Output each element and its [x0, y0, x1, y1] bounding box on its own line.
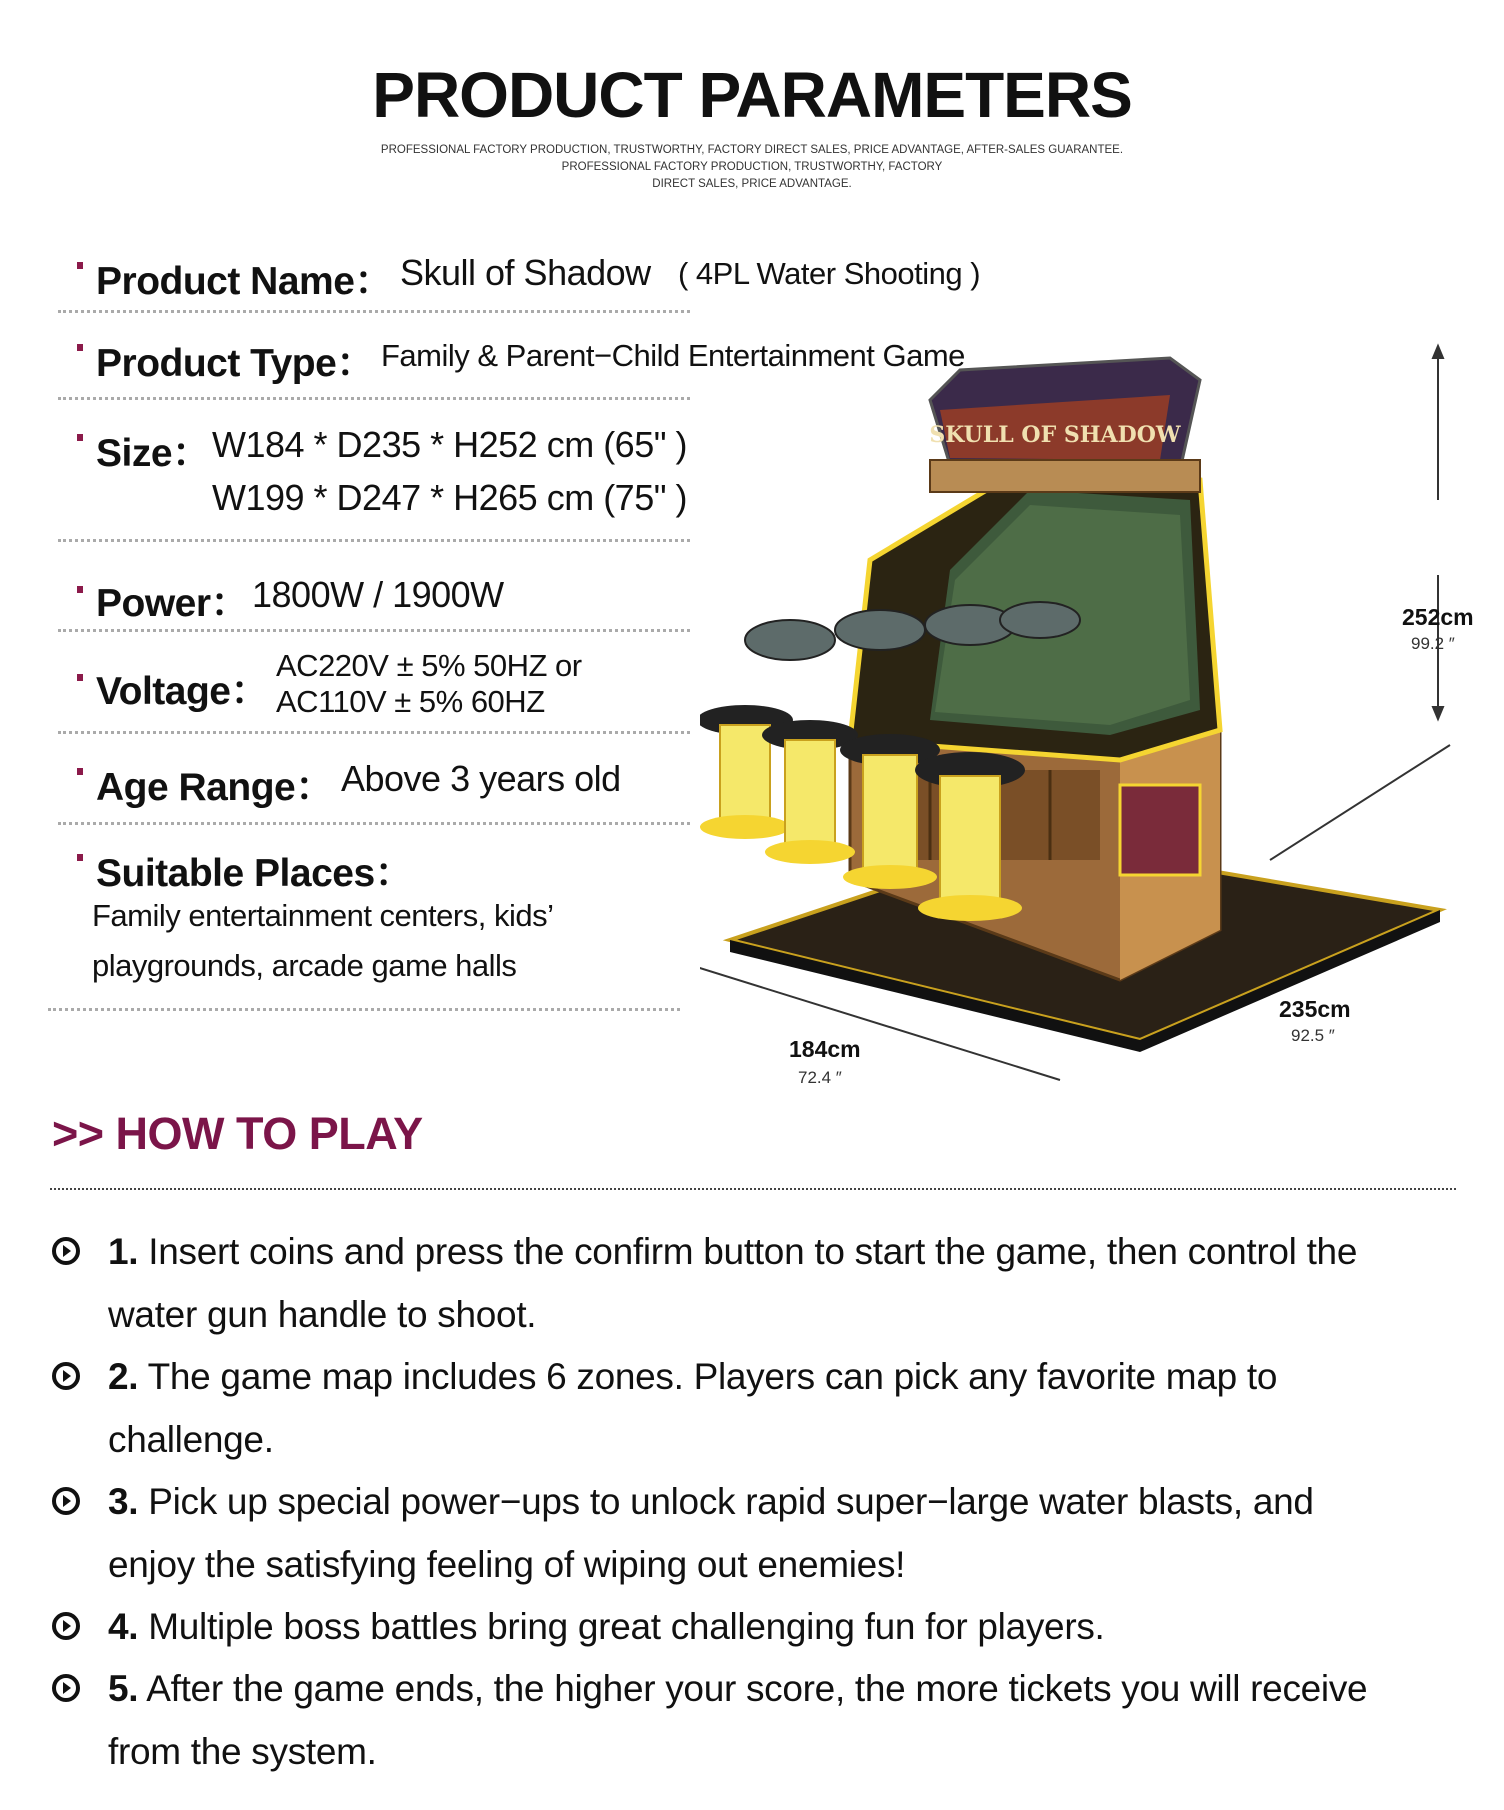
step-number: 2. — [108, 1356, 139, 1397]
width-in-label: 72.4 ″ — [798, 1068, 842, 1087]
suitable-places-label: Suitable Places： — [96, 852, 414, 895]
step-2 — [108, 1345, 1448, 1471]
step-number: 5. — [108, 1668, 139, 1709]
product-type-label: Product Type： — [96, 342, 375, 385]
voltage-value-220: AC220V ± 5% 50HZ or — [276, 648, 582, 683]
bullet-icon — [77, 262, 83, 269]
page-title: PRODUCT PARAMETERS — [372, 59, 1132, 131]
step-4 — [108, 1595, 1448, 1658]
step-text-cont: water gun handle to shoot. — [108, 1294, 537, 1335]
divider — [58, 539, 690, 542]
step-number: 3. — [108, 1481, 139, 1522]
product-name-value: Skull of Shadow — [400, 252, 651, 293]
bullet-icon — [77, 586, 83, 593]
voltage-label: Voltage： — [96, 670, 269, 713]
divider — [58, 731, 690, 734]
marquee-text: SKULL OF SHADOW — [929, 422, 1181, 448]
age-range-label: Age Range： — [96, 766, 334, 809]
step-text: After the game ends, the higher your score, the more tickets you will receive — [146, 1668, 1368, 1709]
divider — [48, 1008, 680, 1011]
bullet-icon — [77, 344, 83, 351]
depth-cm-label: 235cm — [1279, 996, 1351, 1022]
width-cm-label: 184cm — [789, 1036, 861, 1062]
divider — [58, 310, 690, 313]
height-in-label: 99.2 ″ — [1411, 634, 1455, 653]
step-number: 4. — [108, 1606, 139, 1647]
bullet-icon — [77, 674, 83, 681]
size-label: Size： — [96, 432, 211, 475]
size-value-75: W199 * D247 * H265 cm (75" ) — [212, 477, 687, 518]
bullet-icon — [77, 768, 83, 775]
product-name-extra: ( 4PL Water Shooting ) — [678, 256, 981, 291]
subtitle-line: PROFESSIONAL FACTORY PRODUCTION, TRUSTWORTHY, FACTORY — [561, 161, 943, 173]
size-value-65: W184 * D235 * H252 cm (65" ) — [212, 424, 687, 465]
step-text-cont: from the system. — [108, 1731, 377, 1772]
how-to-play-heading: >> HOW TO PLAY — [52, 1108, 423, 1159]
step-text-cont: challenge. — [108, 1419, 274, 1460]
bullet-icon — [77, 434, 83, 441]
suitable-places-line: Family entertainment centers, kids’ — [92, 898, 554, 933]
step-text: Insert coins and press the confirm button to start the game, then control the — [148, 1231, 1358, 1272]
step-3 — [108, 1470, 1448, 1596]
play-circle-icon — [52, 1362, 80, 1390]
subtitle-line: DIRECT SALES, PRICE ADVANTAGE. — [652, 178, 852, 190]
play-circle-icon — [52, 1237, 80, 1265]
product-type-value: Family & Parent−Child Entertainment Game — [381, 338, 965, 373]
play-circle-icon — [52, 1487, 80, 1515]
divider — [58, 822, 690, 825]
bullet-icon — [77, 854, 83, 861]
step-1 — [108, 1220, 1448, 1346]
play-circle-icon — [52, 1612, 80, 1640]
divider — [50, 1188, 1456, 1190]
age-range-value: Above 3 years old — [341, 758, 621, 799]
product-name-label: Product Name： — [96, 260, 393, 303]
power-label: Power： — [96, 582, 250, 625]
height-cm-label: 252cm — [1402, 604, 1474, 630]
step-5 — [108, 1657, 1448, 1783]
depth-in-label: 92.5 ″ — [1291, 1026, 1335, 1045]
page-subtitle — [0, 142, 1504, 193]
power-value: 1800W / 1900W — [252, 574, 504, 615]
voltage-value-110: AC110V ± 5% 60HZ — [276, 684, 545, 719]
arcade-machine-image — [700, 340, 1490, 1140]
suitable-places-line: playgrounds, arcade game halls — [92, 948, 517, 983]
divider — [58, 397, 690, 400]
step-text-cont: enjoy the satisfying feeling of wiping out enemies! — [108, 1544, 906, 1585]
step-text: The game map includes 6 zones. Players can pick any favorite map to — [147, 1356, 1278, 1397]
step-text: Pick up special power−ups to unlock rapid super−large water blasts, and — [148, 1481, 1314, 1522]
play-circle-icon — [52, 1674, 80, 1702]
step-number: 1. — [108, 1231, 139, 1272]
step-text: Multiple boss battles bring great challenging fun for players. — [148, 1606, 1105, 1647]
subtitle-line: PROFESSIONAL FACTORY PRODUCTION, TRUSTWORTHY, FACTORY DIRECT SALES, PRICE ADVANTAGE, AFTER-SALES GUARANTEE. — [380, 144, 1124, 156]
divider — [58, 629, 690, 632]
